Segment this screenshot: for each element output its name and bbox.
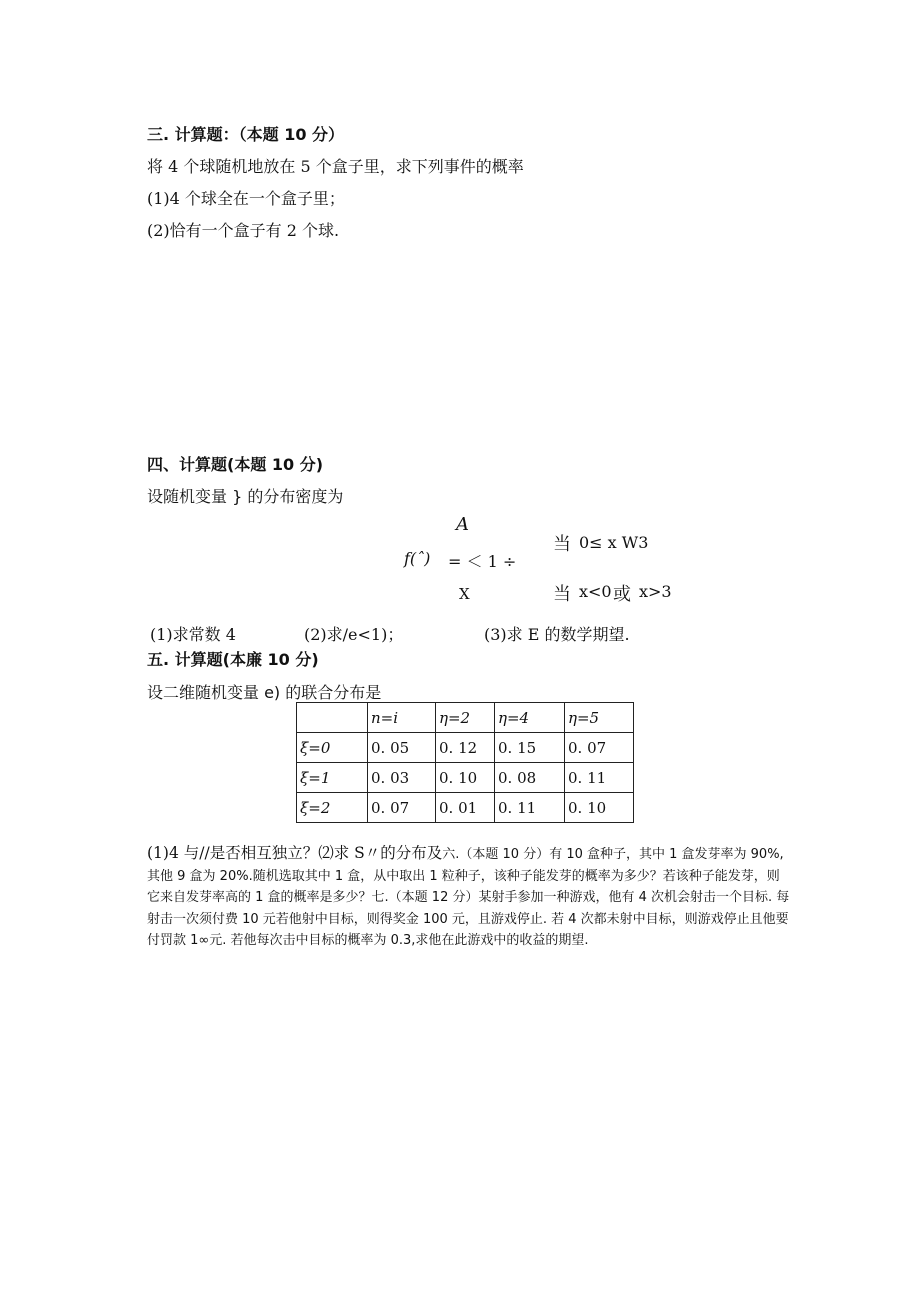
section-5-questions: (1)4 与//是否相互独立？⑵求 S〃的分布及	[147, 844, 443, 862]
formula-case-2-word: 当	[553, 584, 571, 605]
formula-middle: = ＜ 1 ÷	[448, 552, 517, 571]
formula-numerator: A	[456, 514, 469, 535]
table-cell: 0. 15	[495, 733, 565, 763]
formula-case-1-word: 当	[553, 534, 571, 555]
table-cell: 0. 12	[436, 733, 495, 763]
table-row-label: ξ=0	[297, 733, 368, 763]
table-cell: 0. 01	[436, 793, 495, 823]
section-3-question-2: (2)恰有一个盒子有 2 个球.	[147, 221, 340, 240]
table-cell: 0. 07	[565, 733, 634, 763]
section-5-heading: 五. 计算题(本廉 10 分)	[147, 650, 319, 669]
table-row	[297, 733, 634, 763]
formula-case-2-or: 或	[613, 584, 631, 605]
formula-denominator: X	[459, 585, 470, 603]
remaining-questions-paragraph	[147, 843, 792, 952]
formula-case-1-condition: 0≤ x W3	[579, 533, 649, 552]
table-header-row	[297, 703, 634, 733]
table-header-cell: η=5	[565, 703, 634, 733]
section-3-heading: 三. 计算题：（本题 10 分）	[147, 125, 345, 144]
section-5-intro: 设二维随机变量 e) 的联合分布是	[147, 683, 382, 702]
table-cell: 0. 08	[495, 763, 565, 793]
table-cell: 0. 03	[368, 763, 436, 793]
table-header-cell	[297, 703, 368, 733]
section-4-question-3: (3)求 E 的数学期望.	[484, 625, 630, 644]
section-4-intro: 设随机变量 } 的分布密度为	[147, 487, 344, 506]
formula-case-2-condition-2: x>3	[639, 582, 672, 601]
table-cell: 0. 10	[565, 793, 634, 823]
table-cell: 0. 05	[368, 733, 436, 763]
table-header-cell: η=4	[495, 703, 565, 733]
table-header-cell: n=i	[368, 703, 436, 733]
section-3-question-1: (1)4 个球全在一个盒子里；	[147, 189, 345, 208]
table-row	[297, 793, 634, 823]
table-cell: 0. 11	[495, 793, 565, 823]
formula-lhs: f(ˆ)	[404, 549, 431, 568]
table-cell: 0. 07	[368, 793, 436, 823]
table-cell: 0. 11	[565, 763, 634, 793]
table-row	[297, 763, 634, 793]
section-4-question-1: (1)求常数 4	[150, 625, 236, 644]
table-cell: 0. 10	[436, 763, 495, 793]
section-3-intro: 将 4 个球随机地放在 5 个盒子里，求下列事件的概率	[147, 157, 524, 176]
table-row-label: ξ=1	[297, 763, 368, 793]
table-header-cell: η=2	[436, 703, 495, 733]
section-4-heading: 四、计算题(本题 10 分)	[147, 455, 324, 474]
formula-case-2-condition-1: x<0	[579, 582, 612, 601]
section-4-question-2: (2)求/e<1)；	[304, 625, 404, 644]
sections-6-7-text: 六.（本题 10 分）有 10 盒种子，其中 1 盒发芽率为 90%,其他 9 盒为 20%.随机选取其中 1 盒，从中取出 1 粒种子，该种子能发芽的概率为多少？若该种子能发芽，则它来自发芽率高的 1 盒的概率是多少？七.（本题 12 分）某射手参加一种游戏，他有 4 次机会射击一个目标. 每射击一次须付费 10 元若他射中目标，则得奖金 100 元，且游戏停止. 若 4 次都未射中目标，则游戏停止且他要付罚款 1∞元. 若他每次击中目标的概率为 0.3,求他在此游戏中的收益的期望.	[147, 847, 790, 948]
joint-distribution-table	[296, 702, 634, 823]
table-row-label: ξ=2	[297, 793, 368, 823]
